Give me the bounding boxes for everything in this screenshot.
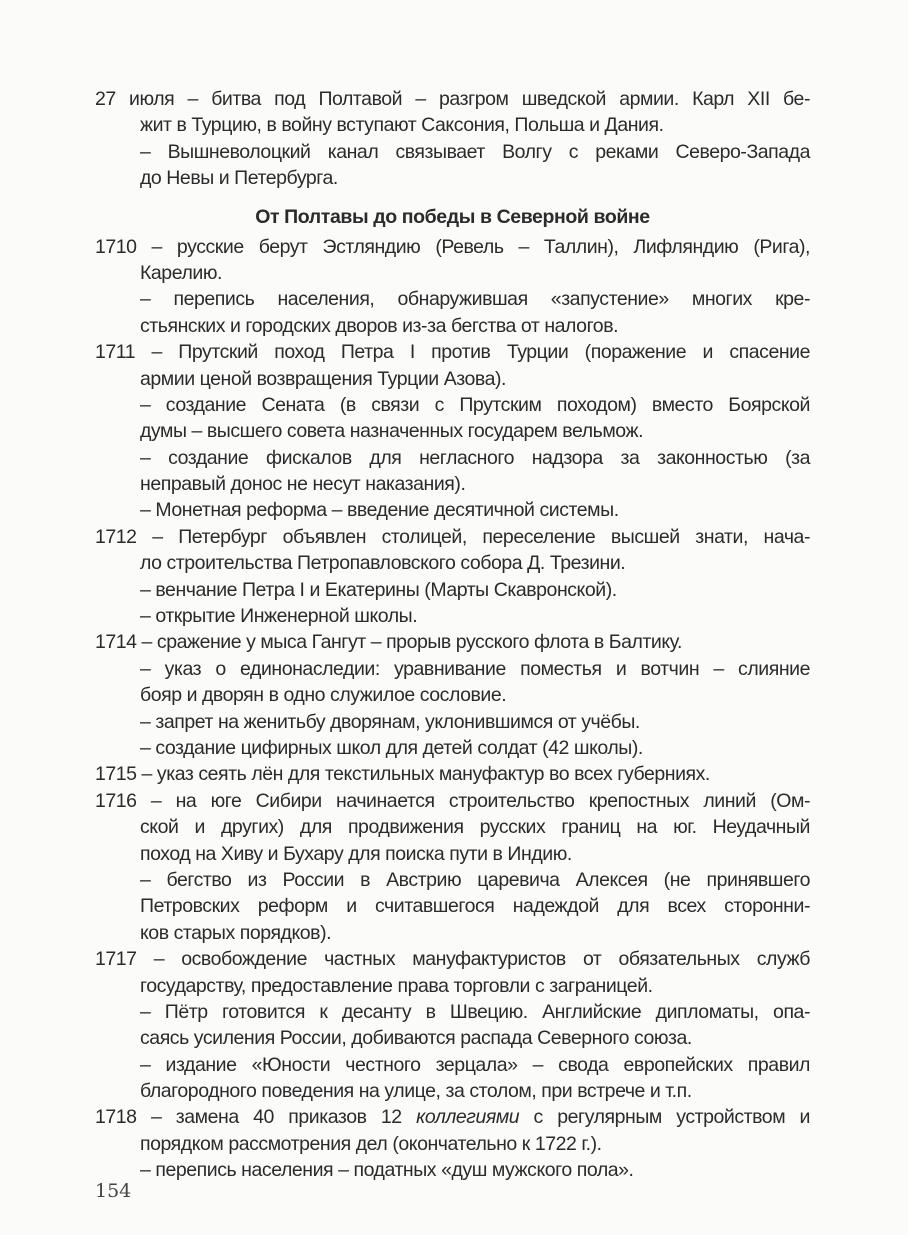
sub-entry: [95, 286, 810, 339]
sub-entry: [95, 139, 810, 192]
text-line: ков старых порядков).: [140, 921, 332, 944]
section-heading: От Полтавы до победы в Северной войне: [255, 205, 650, 228]
year-entry: [95, 524, 810, 577]
text-line: 1715 – указ сеять лён для текстильных мануфактур во всех губерниях.: [95, 763, 710, 786]
text-line: неправый донос не несут наказания).: [140, 473, 466, 496]
text-line: ло строительства Петропавловского собора Д. Трезини.: [140, 552, 626, 575]
text-line: думы – высшего совета назначенных государем вельмож.: [140, 420, 644, 443]
sub-entry: [95, 577, 810, 603]
text-line: 1717 – освобождение частных мануфактуристов от обязательных служб: [95, 948, 810, 971]
text-line: бояр и дворян в одно служилое сословие.: [140, 684, 507, 707]
chronology-section: [95, 234, 810, 1184]
text-line: жит в Турцию, в войну вступают Саксония, Польша и Дания.: [140, 114, 664, 137]
year-entry: [95, 946, 810, 999]
sub-entry: [95, 1157, 810, 1183]
text-line: – Монетная реформа – введение десятичной системы.: [140, 499, 619, 522]
text-line: 27 июля – битва под Полтавой – разгром шведской армии. Карл XII бе-: [95, 88, 810, 110]
text-line: – указ о единонаследии: уравнивание поместья и вотчин – слияние: [140, 657, 810, 680]
sub-entry: [95, 867, 810, 946]
text-line: поход на Хиву и Бухару для поиска пути в Индию.: [140, 842, 572, 865]
text-line: – создание Сената (в связи с Прутским походом) вместо Боярской: [140, 393, 810, 416]
text-line: армии ценой возвращения Турции Азова).: [140, 367, 507, 390]
page-body: [95, 86, 810, 1184]
intro-section: [95, 86, 810, 192]
text-line: 1716 – на юге Сибири начинается строительство крепостных линий (Ом-: [95, 789, 810, 812]
text-line: до Невы и Петербурга.: [140, 167, 338, 190]
year-entry: [95, 86, 810, 139]
year-entry: [95, 339, 810, 392]
text-line: – венчание Петра I и Екатерины (Марты Скавронской).: [140, 578, 617, 601]
text-line: стьянских и городских дворов из-за бегства от налогов.: [140, 314, 619, 337]
text-line: саясь усиления России, добиваются распада Северного союза.: [140, 1027, 692, 1050]
text-line: порядком рассмотрения дел (окончательно к 1722 г.).: [140, 1132, 602, 1155]
sub-entry: [95, 1052, 810, 1105]
text-line: – открытие Инженерной школы.: [140, 605, 418, 628]
sub-entry: [95, 392, 810, 445]
text-line: – Пётр готовится к десанту в Швецию. Английские дипломаты, опа-: [140, 1000, 810, 1023]
sub-entry: [95, 709, 810, 735]
text-line: Карелию.: [140, 261, 222, 284]
text-line: – перепись населения – податных «душ мужского пола».: [140, 1159, 634, 1182]
text-line: – создание фискалов для негласного надзора за законностью (за: [140, 446, 810, 469]
sub-entry: [95, 497, 810, 523]
text-line: благородного поведения на улице, за столом, при встрече и т.п.: [140, 1080, 692, 1103]
text-line: [95, 1104, 810, 1130]
text-segment: с регулярным устройством и: [519, 1106, 810, 1129]
year-entry: [95, 234, 810, 287]
text-line: 1714 – сражение у мыса Гангут – прорыв русского флота в Балтику.: [95, 631, 682, 654]
text-line: – бегство из России в Австрию царевича Алексея (не принявшего: [140, 868, 810, 891]
text-line: – издание «Юности честного зерцала» – свода европейских правил: [140, 1053, 810, 1076]
sub-entry: [95, 656, 810, 709]
year-entry: [95, 1104, 810, 1157]
sub-entry: [95, 445, 810, 498]
year-entry: [95, 761, 810, 787]
text-line: – запрет на женитьбу дворянам, уклонившимся от учёбы.: [140, 710, 640, 733]
text-line: – создание цифирных школ для детей солдат (42 школы).: [140, 736, 643, 759]
text-line: 1712 – Петербург объявлен столицей, переселение высшей знати, нача-: [95, 525, 810, 548]
sub-entry: [95, 735, 810, 761]
text-line: 1711 – Прутский поход Петра I против Турции (поражение и спасение: [95, 341, 810, 364]
sub-entry: [95, 603, 810, 629]
year-entry: [95, 788, 810, 867]
page-number: 154: [95, 1180, 132, 1202]
year-entry: [95, 629, 810, 655]
text-line: – Вышневолоцкий канал связывает Волгу с реками Северо-Запада: [140, 140, 810, 163]
text-line: ской и других) для продвижения русских границ на юг. Неудачный: [140, 816, 810, 839]
sub-entry: [95, 999, 810, 1052]
italic-term: коллегиями: [416, 1106, 520, 1129]
text-segment: 1718 – замена 40 приказов 12: [95, 1106, 417, 1129]
text-line: 1710 – русские берут Эстляндию (Ревель – Таллин), Лифляндию (Рига),: [95, 235, 810, 258]
text-line: – перепись населения, обнаружившая «запустение» многих кре-: [140, 288, 810, 311]
text-line: Петровских реформ и считавшегося надеждой для всех сторонни-: [140, 895, 810, 918]
text-line: государству, предоставление права торговли с заграницей.: [140, 974, 653, 997]
